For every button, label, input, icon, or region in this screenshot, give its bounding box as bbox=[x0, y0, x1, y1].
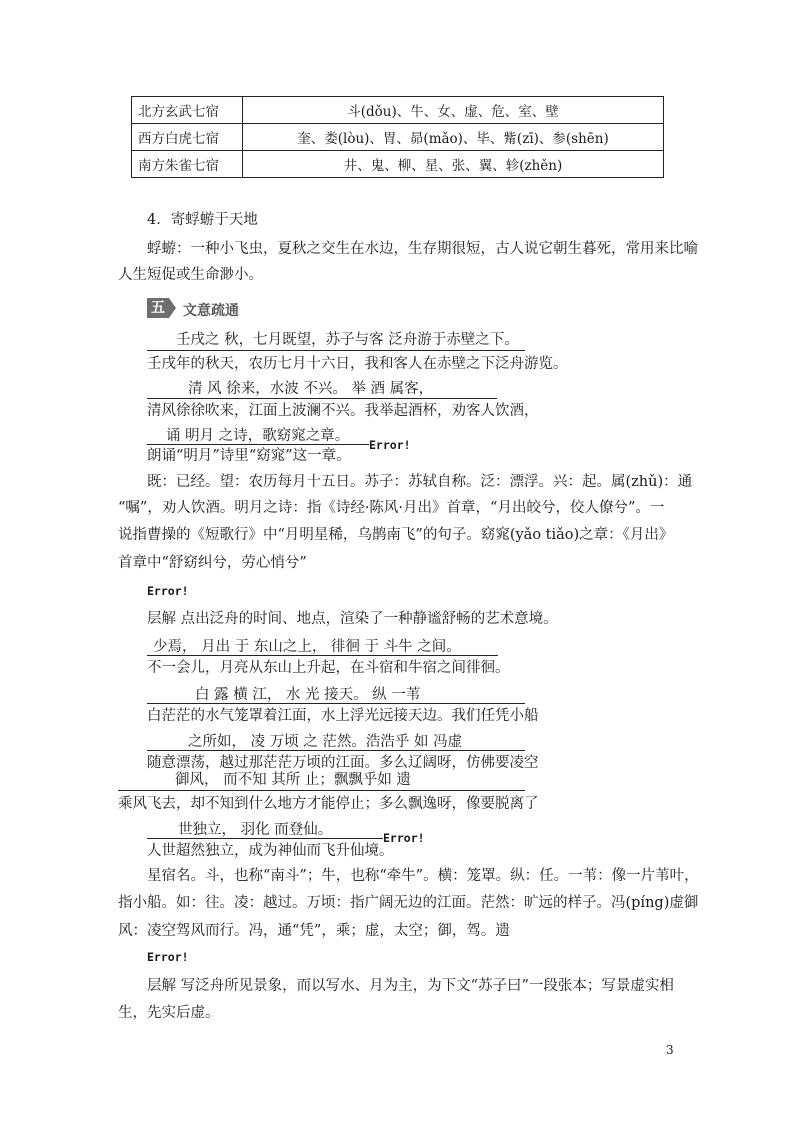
error-mark: Error! bbox=[147, 950, 189, 964]
notes-line: 既：已经。望：农历每月十五日。苏子：苏轼自称。泛：漂浮。兴：起。属(zhǔ)：通 bbox=[147, 474, 693, 490]
divider-line bbox=[147, 350, 525, 351]
notes-line: 说指曹操的《短歌行》中“月明星稀，乌鹊南飞”的句子。窈窕(yǎo tiǎo)之章：《月出》 bbox=[118, 527, 674, 543]
trans-line: 不一会儿，月亮从东山上升起，在斗宿和牛宿之间徘徊。 bbox=[147, 660, 510, 676]
error-mark: Error! bbox=[383, 831, 425, 845]
notes-line: 首章中“舒窈纠兮，劳心悄兮” bbox=[118, 555, 307, 571]
section-badge-arrow bbox=[169, 298, 176, 318]
notes-line: 风：凌空驾风而行。冯，通“凭”，乘；虚，太空；御，驾。遗 bbox=[118, 923, 510, 939]
table-cell-stars: 斗(dǒu)、牛、女、虚、危、室、壁 bbox=[243, 97, 664, 124]
analysis-line: 生，先实后虚。 bbox=[118, 1005, 220, 1021]
orig-line: 诵 明月 之诗，歌窈窕之章。 bbox=[166, 428, 350, 444]
item4-body-line2: 人生短促或生命渺小。 bbox=[118, 267, 263, 283]
section-title: 文意疏通 bbox=[183, 303, 239, 319]
orig-line: 清 风 徐来，水波 不兴。 举 酒 属客， bbox=[188, 381, 434, 397]
table-cell-name: 西方白虎七宿 bbox=[132, 124, 243, 151]
table-cell-stars: 井、鬼、柳、星、张、翼、轸(zhěn) bbox=[243, 151, 664, 178]
analysis-line: 层解 点出泛舟的时间、地点，渲染了一种静谧舒畅的艺术意境。 bbox=[147, 611, 558, 627]
page-number: 3 bbox=[666, 1043, 674, 1057]
trans-line: 乘风飞去，却不知到什么地方才能停止；多么飘逸呀，像要脱离了 bbox=[118, 796, 539, 812]
trans-line: 人世超然独立，成为神仙而飞升仙境。 bbox=[147, 843, 394, 859]
table-row bbox=[132, 124, 664, 151]
orig-line: 之所如， 凌 万顷 之 茫然。浩浩乎 如 冯虚 bbox=[188, 734, 463, 750]
table-row bbox=[132, 97, 664, 124]
trans-line: 随意漂荡，越过那茫茫万顷的江面。多么辽阔呀，仿佛要凌空 bbox=[147, 755, 539, 771]
constellation-table bbox=[131, 96, 664, 178]
error-mark: Error! bbox=[369, 438, 411, 452]
notes-line: 星宿名。斗，也称“南斗”；牛，也称“牵牛”。横：笼罩。纵：任。一苇：像一片苇叶， bbox=[147, 868, 699, 884]
error-mark: Error! bbox=[147, 584, 189, 598]
item4-body-line1: 蜉蝣：一种小飞虫，夏秋之交生在水边，生存期很短，古人说它朝生暮死，常用来比喻 bbox=[147, 241, 698, 257]
trans-line: 清风徐徐吹来，江面上波澜不兴。我举起酒杯，劝客人饮酒， bbox=[147, 403, 539, 419]
notes-line: 指小船。如：往。凌：越过。万顷：指广阔无边的江面。茫然：旷远的样子。冯(píng)虚御 bbox=[118, 895, 699, 911]
section-badge: 五 bbox=[147, 298, 169, 318]
trans-line: 朗诵“明月”诗里“窈窕”这一章。 bbox=[147, 448, 351, 464]
table-cell-name: 北方玄武七宿 bbox=[132, 97, 243, 124]
orig-line: 御风， 而不知 其所 止；飘飘乎如 遗 bbox=[175, 772, 411, 788]
item4-heading: 4．寄蜉蝣于天地 bbox=[147, 212, 258, 228]
analysis-line: 层解 写泛舟所见景象，而以写水、月为主，为下文“苏子曰”一段张本；写景虚实相 bbox=[147, 978, 674, 994]
orig-line: 白 露 横 江， 水 光 接天。 纵 一苇 bbox=[195, 687, 421, 703]
divider-line bbox=[118, 790, 525, 791]
orig-line: 少焉， 月出 于 东山之上， 徘徊 于 斗牛 之间。 bbox=[153, 639, 461, 655]
table-cell-name: 南方朱雀七宿 bbox=[132, 151, 243, 178]
orig-line: 壬戌之 秋，七月既望，苏子与客 泛舟游于赤壁之下。 bbox=[176, 332, 519, 348]
table-cell-stars: 奎、娄(lòu)、胃、昴(mǎo)、毕、觜(zī)、参(shēn) bbox=[243, 124, 664, 151]
trans-line: 壬戌年的秋天，农历七月十六日，我和客人在赤壁之下泛舟游览。 bbox=[147, 356, 568, 372]
notes-line: “嘱”，劝人饮酒。明月之诗：指《诗经·陈风·月出》首章，“月出皎兮，佼人僚兮”。一 bbox=[118, 500, 665, 516]
orig-line: 世独立， 羽化 而登仙。 bbox=[178, 822, 333, 838]
trans-line: 白茫茫的水气笼罩着江面，水上浮光远接天边。我们任凭小船 bbox=[147, 708, 539, 724]
table-row bbox=[132, 151, 664, 178]
